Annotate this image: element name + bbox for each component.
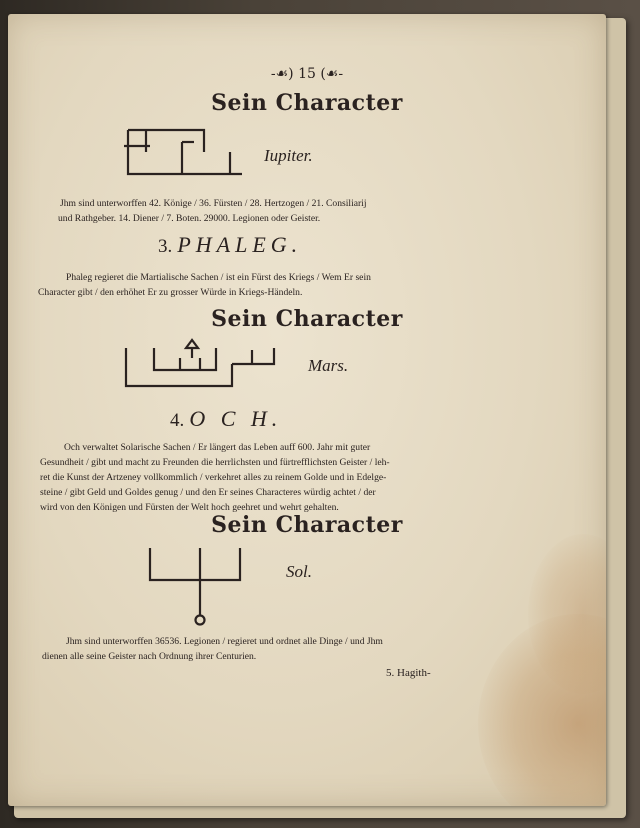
- phaleg-number: 3.: [158, 236, 173, 257]
- och-text-line-1: Och verwaltet Solarische Sachen / Er längert das Leben auff 600. Jahr mit guter: [64, 442, 371, 453]
- jupiter-text-line-2: und Rathgeber. 14. Diener / 7. Boten. 29000. Legionen oder Geister.: [58, 213, 321, 224]
- jupiter-character-heading: Sein Character: [211, 90, 403, 116]
- mars-planet-label: Mars.: [308, 356, 349, 375]
- sol-planet-label: Sol.: [286, 562, 312, 581]
- page-number-header: -☙) 15 (☙-: [270, 66, 344, 82]
- sol-character-heading: Sein Character: [211, 512, 403, 538]
- phaleg-title: [158, 232, 302, 258]
- phaleg-text-line-2: Character gibt / den erhöhet Er zu grosser Würde in Kriegs-Händeln.: [38, 287, 303, 298]
- mars-character-heading: Sein Character: [211, 306, 403, 332]
- och-title: [170, 406, 282, 432]
- och-closing-line-2: dienen alle seine Geister nach Ordnung ihrer Centurien.: [42, 651, 257, 662]
- phaleg-text-line-1: Phaleg regieret die Martialische Sachen / ist ein Fürst des Kriegs / Wem Er sein: [66, 272, 371, 283]
- sol-character-sigil: [144, 544, 254, 626]
- och-text-line-3: ret die Kunst der Artzeney vollkommlich / verkehret alles zu reinem Golde und in Edelge-: [40, 472, 387, 483]
- jupiter-text-line-1: Jhm sind unterworffen 42. Könige / 36. Fürsten / 28. Hertzogen / 21. Consiliarij: [60, 198, 367, 209]
- jupiter-planet-label: Iupiter.: [264, 146, 313, 165]
- mars-character-sigil: [120, 336, 280, 392]
- och-text-line-4: steine / gibt Geld und Goldes genug / und den Er seines Characteres würdig achtet / der: [40, 487, 376, 498]
- och-closing-line-1: Jhm sind unterworffen 36536. Legionen / regieret und ordnet alle Dinge / und Jhm: [66, 636, 383, 647]
- phaleg-name: PHALEG.: [177, 232, 303, 257]
- jupiter-character-sigil: [120, 126, 250, 182]
- catchword: 5. Hagith-: [386, 667, 431, 679]
- och-name: O C H.: [189, 406, 283, 431]
- och-text-line-5: wird von den Königen und Fürsten der Welt hoch geehret und wehrt gehalten.: [40, 502, 339, 513]
- book-page: [8, 14, 606, 806]
- och-text-line-2: Gesundheit / gibt und macht zu Freunden die herrlichsten und fürtrefflichsten Geister / leh-: [40, 457, 390, 468]
- och-number: 4.: [170, 410, 185, 431]
